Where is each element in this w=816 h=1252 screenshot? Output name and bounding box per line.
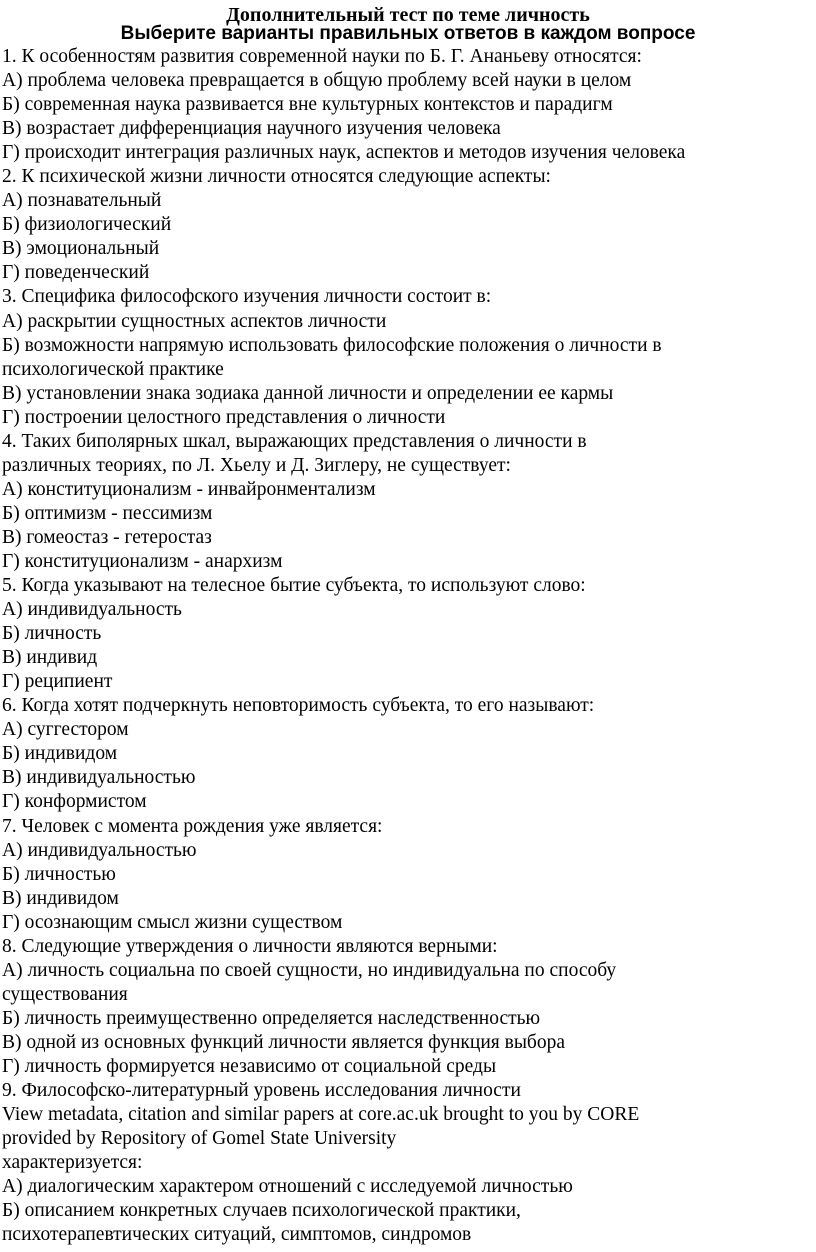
text-line: А) проблема человека превращается в общую проблему всей науки в целом xyxy=(2,70,632,92)
text-line: А) раскрытии сущностных аспектов личности xyxy=(2,310,387,332)
text-line: 5. Когда указывают на телесное бытие субъекта, то используют слово: xyxy=(2,575,586,597)
text-line: View metadata, citation and similar papers at core.ac.uk brought to you by CORE xyxy=(2,1104,640,1126)
document-body xyxy=(2,45,814,1247)
text-line: Г) поведенческий xyxy=(2,262,150,284)
text-line: 3. Специфика философского изучения личности состоит в: xyxy=(2,286,492,308)
text-line: В) индивидом xyxy=(2,887,119,909)
text-line: А) суггестором xyxy=(2,719,129,741)
text-line: Г) построении целостного представления о личности xyxy=(2,406,446,428)
text-line: Г) реципиент xyxy=(2,671,113,693)
text-line: Г) конформистом xyxy=(2,791,147,813)
page-title: Дополнительный тест по теме личность xyxy=(226,4,590,26)
text-line: 8. Следующие утверждения о личности являются верными: xyxy=(2,935,498,957)
text-line: Г) конституционализм - анархизм xyxy=(2,550,283,572)
text-line: 4. Таких биполярных шкал, выражающих представления о личности в xyxy=(2,430,587,452)
text-line: Б) личность xyxy=(2,623,102,645)
text-line: В) возрастает дифференциация научного изучения человека xyxy=(2,118,501,140)
text-line: А) конституционализм - инвайронментализм xyxy=(2,478,376,500)
text-line: А) индивидуальность xyxy=(2,599,182,621)
text-line: В) гомеостаз - гетеростаз xyxy=(2,526,212,548)
page-subtitle: Выберите варианты правильных ответов в каждом вопросе xyxy=(120,23,696,44)
text-line: В) индивид xyxy=(2,647,98,669)
text-line: Б) оптимизм - пессимизм xyxy=(2,502,213,524)
text-line: А) диалогическим характером отношений с исследуемой личностью xyxy=(2,1176,573,1198)
text-line: 9. Философско-литературный уровень исследования личности xyxy=(2,1080,521,1102)
text-line: А) индивидуальностью xyxy=(2,839,197,861)
text-line: А) познавательный xyxy=(2,190,162,212)
text-line: В) индивидуальностью xyxy=(2,767,196,789)
text-line: В) эмоциональный xyxy=(2,238,160,260)
text-line: существования xyxy=(2,983,128,1005)
text-line: provided by Repository of Gomel State University xyxy=(2,1128,397,1150)
text-line: характеризуется: xyxy=(2,1152,143,1174)
text-line: 7. Человек с момента рождения уже является: xyxy=(2,815,383,837)
text-line: Б) личностью xyxy=(2,863,116,885)
text-line: 6. Когда хотят подчеркнуть неповторимость субъекта, то его называют: xyxy=(2,695,595,717)
text-line: Б) физиологический xyxy=(2,214,172,236)
text-line: 1. К особенностям развития современной науки по Б. Г. Ананьеву относятся: xyxy=(2,46,642,67)
text-line: 2. К психической жизни личности относятся следующие аспекты: xyxy=(2,166,551,188)
text-line: Б) личность преимущественно определяется наследственностью xyxy=(2,1007,541,1029)
text-line: Г) личность формируется независимо от социальной среды xyxy=(2,1055,497,1077)
text-line: Б) современная наука развивается вне культурных контекстов и парадигм xyxy=(2,94,613,116)
text-line: Б) описанием конкретных случаев психологической практики, xyxy=(2,1200,521,1222)
text-line: Г) осознающим смысл жизни существом xyxy=(2,911,343,933)
text-line: А) личность социальна по своей сущности, но индивидуальна по способу xyxy=(2,959,617,981)
text-line: различных теориях, по Л. Хьелу и Д. Зиглеру, не существует: xyxy=(2,454,511,476)
text-line: В) установлении знака зодиака данной личности и определении ее кармы xyxy=(2,382,614,404)
text-line: В) одной из основных функций личности является функция выбора xyxy=(2,1031,566,1053)
text-line: Б) возможности напрямую использовать философские положения о личности в xyxy=(2,334,662,356)
text-line: Г) происходит интеграция различных наук, аспектов и методов изучения человека xyxy=(2,142,686,164)
text-line: Б) индивидом xyxy=(2,743,118,765)
text-line: психологической практике xyxy=(2,358,224,380)
text-line: психотерапевтических ситуаций, симптомов, синдромов xyxy=(2,1224,472,1246)
